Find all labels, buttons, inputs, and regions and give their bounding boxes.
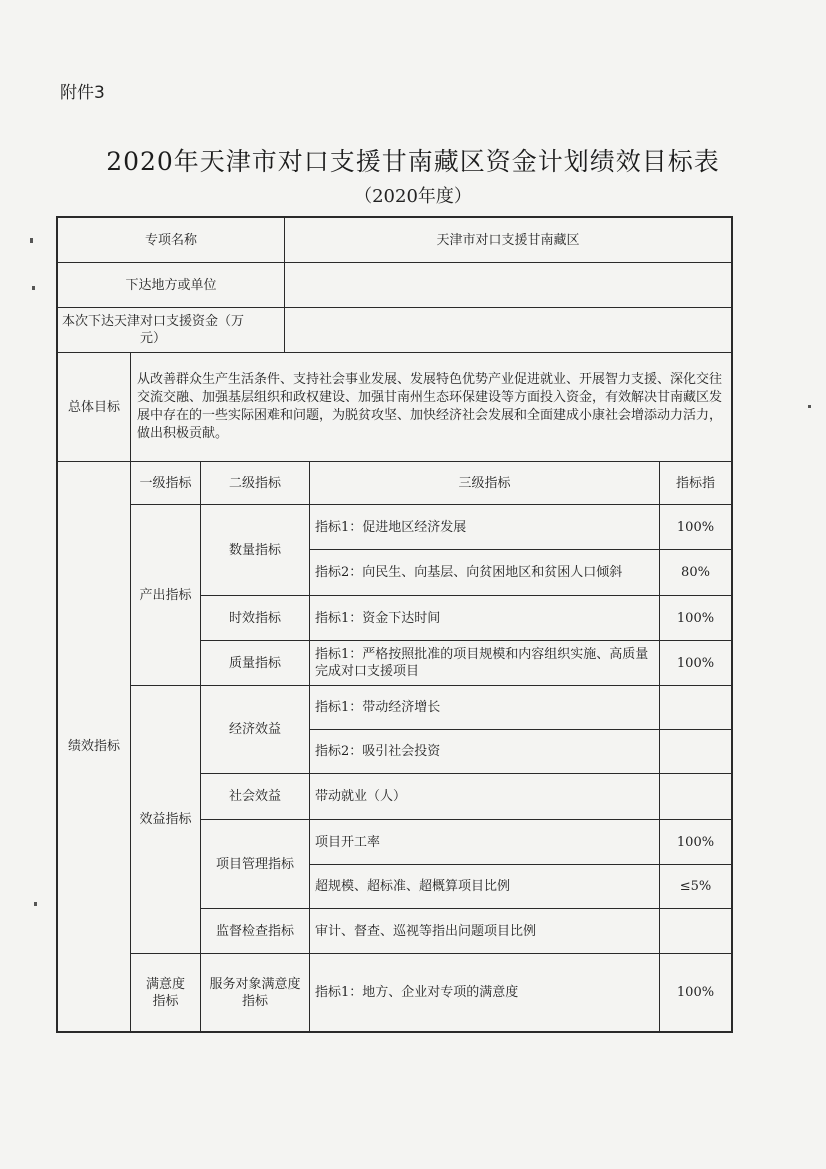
economic-indicator-2: 指标2：吸引社会投资 <box>315 744 441 759</box>
management-indicator-1: 项目开工率 <box>315 834 381 850</box>
col-level2-header: 二级指标 <box>228 475 281 491</box>
quantity-indicator-2: 指标2：向民生、向基层、向贫困地区和贫困人口倾斜 <box>315 565 623 580</box>
supervision-indicator-1-value <box>660 909 731 953</box>
benefit-indicators-label: 效益指标 <box>139 812 192 827</box>
scan-speck <box>808 405 811 408</box>
satisfaction-indicator-1-value: 100% <box>676 985 715 1000</box>
timeliness-indicator-1-value: 100% <box>676 610 715 626</box>
quantity-indicators-label: 数量指标 <box>228 542 281 558</box>
quality-indicators-label: 质量指标 <box>228 655 281 671</box>
satisfaction-indicators-label: 满意度指标 <box>145 976 185 1009</box>
recipient-label: 下达地方或单位 <box>125 277 217 293</box>
performance-indicators-label: 绩效指标 <box>67 739 120 754</box>
recipient-value <box>285 263 731 307</box>
output-indicators-label: 产出指标 <box>139 587 192 603</box>
social-indicator-1: 带动就业（人） <box>315 789 407 804</box>
page-title: 2020年天津市对口支援甘南藏区资金计划绩效目标表 <box>106 147 720 176</box>
economic-benefit-label: 经济效益 <box>228 722 281 737</box>
quantity-indicator-2-value: 80% <box>681 565 710 580</box>
attachment-label: 附件3 <box>60 83 105 103</box>
quantity-indicator-1-value: 100% <box>676 519 715 535</box>
economic-indicator-1: 指标1：带动经济增长 <box>315 700 441 715</box>
project-management-label: 项目管理指标 <box>215 856 294 872</box>
funds-value <box>285 308 731 352</box>
overall-goal-text: 从改善群众生产生活条件、支持社会事业发展、发展特色优势产业促进就业、开展智力支援、深化交往交流交融、加强基层组织和政权建设、加强甘南州生态环保建设等方面投入资金，有效解决甘南藏区发展中存在的一些实际困难和问题，为脱贫攻坚、加快经济社会发展和全面建成小康社会增添动力活力，做出积极贡献。 <box>137 372 723 441</box>
funds-label: 本次下达天津对口支援资金（万元） <box>62 314 245 346</box>
page-subtitle: （2020年度） <box>354 186 472 207</box>
economic-indicator-2-value <box>660 730 731 773</box>
scan-speck <box>30 238 33 243</box>
scan-speck <box>32 286 35 290</box>
satisfaction-indicator-1: 指标1：地方、企业对专项的满意度 <box>315 985 519 1000</box>
col-level3-header: 三级指标 <box>458 475 511 491</box>
supervision-indicator-1: 审计、督查、巡视等指出问题项目比例 <box>315 923 537 939</box>
col-value-header: 指标指 <box>675 475 715 491</box>
social-indicator-1-value <box>660 774 731 819</box>
project-name-label: 专项名称 <box>144 232 197 248</box>
timeliness-indicator-1: 指标1：资金下达时间 <box>315 610 441 626</box>
quality-indicator-1-value: 100% <box>676 655 715 671</box>
management-indicator-2: 超规模、超标准、超概算项目比例 <box>315 879 511 894</box>
economic-indicator-1-value <box>660 686 731 729</box>
overall-goal-label: 总体目标 <box>67 399 120 415</box>
quality-indicator-1: 指标1：严格按照批准的项目规模和内容组织实施、高质量完成对口支援项目 <box>315 647 649 679</box>
col-level1-header: 一级指标 <box>139 475 192 491</box>
quantity-indicator-1: 指标1：促进地区经济发展 <box>315 519 467 535</box>
supervision-label: 监督检查指标 <box>215 923 294 939</box>
management-indicator-2-value: ≤5% <box>679 879 712 894</box>
management-indicator-1-value: 100% <box>676 834 715 850</box>
social-benefit-label: 社会效益 <box>228 789 281 804</box>
service-satisfaction-label: 服务对象满意度指标 <box>209 976 301 1009</box>
project-name-value: 天津市对口支援甘南藏区 <box>436 232 580 248</box>
timeliness-indicators-label: 时效指标 <box>228 610 281 626</box>
scan-speck <box>34 902 37 906</box>
